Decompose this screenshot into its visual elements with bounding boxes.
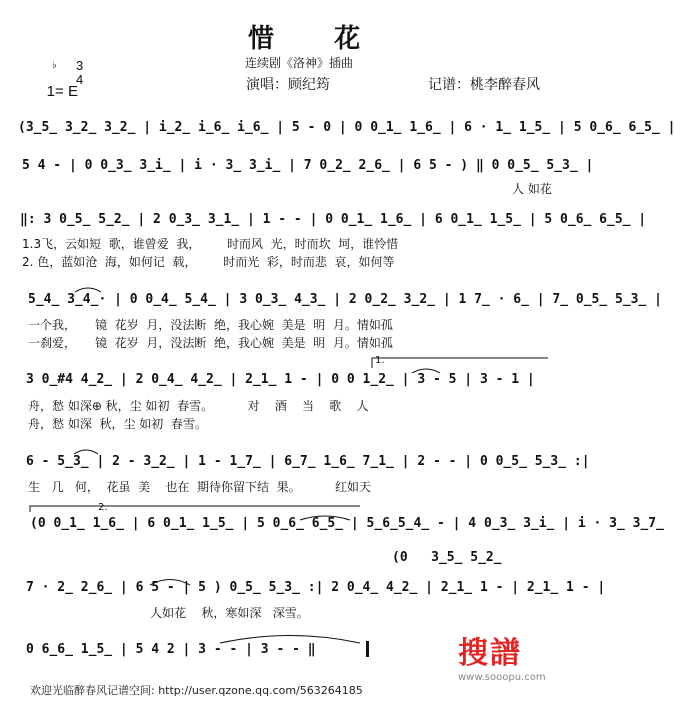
transcriber-credit: 记谱：桃李醉春风 <box>428 77 540 93</box>
key-text: 1= E <box>46 83 78 100</box>
site-logo <box>458 628 578 688</box>
logo-text: 搜譜 <box>458 636 522 671</box>
score-row-4: 5̲4̲ 3̲4̲· | 0 0̲4̲ 5̲4̲ | 3 0̲3̲ 4̲3̲ | 2 0̲2̲ 3̲2̲ | 1 7̲ · 6̲ | 7̲ 0̲5̲ 5̲3̲ | <box>28 292 662 307</box>
logo-url: www.sooopu.com <box>458 672 546 683</box>
lyric-row-6: 生 几 何， 花虽 美 也在 期待你留下结 果。 红如天 <box>28 480 371 494</box>
lyric-row-5-verse-2: 舟，愁 如深 秋，尘 如初 春雪。 <box>28 417 207 431</box>
lyric-row-3-verse-2: 2. 色，蓝如沧 海，如何记 载， 时而光 彩，时而悲 哀，如何等 <box>22 255 395 269</box>
lyric-row-4-verse-2: 一刹爱， 镜 花岁 月，没法断 绝，我心婉 美是 明 月。情如孤 <box>28 336 393 350</box>
lyric-row-3-verse-1: 1.3飞，云如短 歌，谁曾爱 我， 时而风 光，时而坎 坷，谁怜惜 <box>22 237 399 251</box>
score-row-5: 3 0̲#4 4̲2̲ | 2 0̲4̲ 4̲2̲ | 2̲1̲ 1 - | 0 0 1̲2̲ | 3 - 5 | 3 - 1 | <box>26 372 535 387</box>
singer-credit: 演唱：顾纪筠 <box>246 77 330 93</box>
lyric-row-5-verse-1: 舟，愁 如深⊕ 秋，尘 如初 春雪。 对 酒 当 歌 人 <box>28 399 369 413</box>
score-row-7: (0 0̲1̲ 1̲6̲ | 6 0̲1̲ 1̲5̲ | 5 0̲6̲ 6̲5̲ | 5̲6̲5̲4̲ - | 4 0̲3̲ 3̲i̲ | i · 3̲ 3̲7̲ <box>30 516 664 531</box>
lyric-row-8: 人如花 秋，寒如深 深雪。 <box>28 606 309 620</box>
lyric-row-2: 人 如花 <box>512 182 552 196</box>
subtitle: 连续剧《洛神》插曲 <box>245 56 354 70</box>
flat-sign: ♭ <box>52 60 57 71</box>
volta-1-label: 1. <box>375 355 385 366</box>
score-row-6: 6 - 5̲3̲ | 2 - 3̲2̲ | 1 - 1̲7̲ | 6̲7̲ 1̲6̲ 7̲1̲ | 2 - - | 0 0̲5̲ 5̲3̲ :| <box>26 454 590 469</box>
song-title: 惜 花 <box>248 24 375 54</box>
score-row-9: 0 6̲6̲ 1̲5̲ | 5 4 2 | 3 - - | 3 - - ‖ <box>26 642 316 657</box>
pickup-notes: (0 3̲5̲ 5̲2̲ <box>392 550 502 565</box>
time-top: 3 <box>76 58 84 73</box>
volta-2-label: 2. <box>98 502 108 513</box>
score-row-3: ‖: 3 0̲5̲ 5̲2̲ | 2 0̲3̲ 3̲1̲ | 1 - - | 0 0̲1̲ 1̲6̲ | 6 0̲1̲ 1̲5̲ | 5 0̲6̲ 6̲5̲ | <box>20 212 647 227</box>
lyric-row-4-verse-1: 一个我， 镜 花岁 月，没法断 绝，我心婉 美是 明 月。情如孤 <box>28 318 393 332</box>
score-row-2: 5 4 - | 0 0̲3̲ 3̲i̲ | i · 3̲ 3̲i̲ | 7 0̲2̲ 2̲6̲ | 6 5 - ) ‖ 0 0̲5̲ 5̲3̲ | <box>22 158 594 173</box>
score-row-1: (3̲5̲ 3̲2̲ 3̲2̲ | i̲2̲ i̲6̲ i̲6̲ | 5 - 0 | 0 0̲1̲ 1̲6̲ | 6 · 1̲ 1̲5̲ | 5 0̲6̲ 6̲5̲ | <box>18 120 675 135</box>
time-bottom: 4 <box>76 72 84 87</box>
score-row-8: 7 · 2̲ 2̲6̲ | 6 5 - | 5 ) 0̲5̲ 5̲3̲ :| 2 0̲4̲ 4̲2̲ | 2̲1̲ 1 - | 2̲1̲ 1 - | <box>26 580 606 595</box>
footer-link-text: 欢迎光临醉春风记谱空间: http://user.qzone.qq.com/563264185 <box>30 684 363 697</box>
